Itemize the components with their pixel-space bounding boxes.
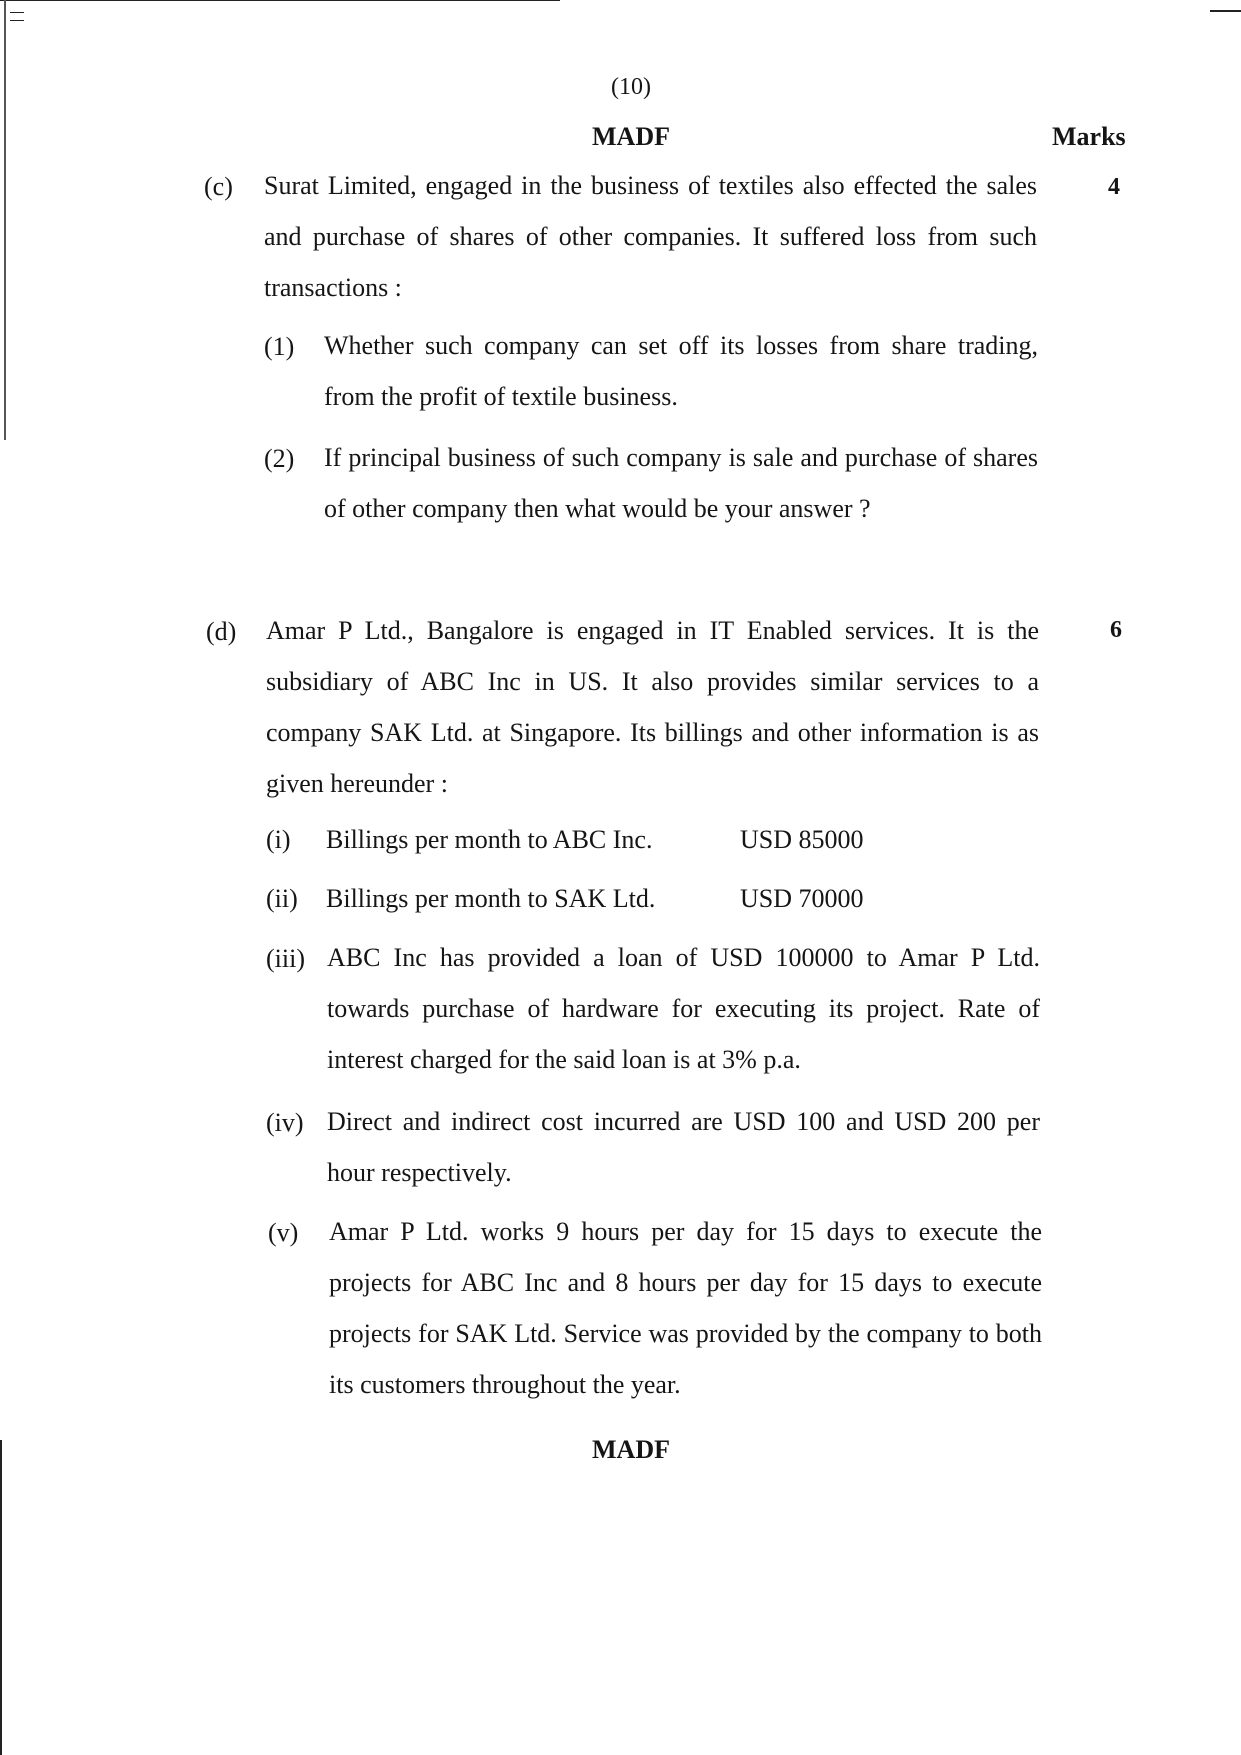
question-d-item-iv-label: (iv) — [266, 1108, 304, 1137]
question-c-item-1-text: Whether such company can set off its losses from share trading, from the profit of textile business. — [324, 331, 1038, 411]
marks-column-heading: Marks — [1052, 122, 1126, 151]
question-c-marks: 4 — [1108, 174, 1120, 200]
scan-edge-line — [4, 0, 6, 440]
billing-item-label: (ii) — [266, 884, 298, 913]
paper-code-footer: MADF — [592, 1435, 670, 1464]
question-d-item-iii-text: ABC Inc has provided a loan of USD 100000 to Amar P Ltd. towards purchase of hardware for executing its project. Rate of interest charged for the said loan is at 3% p.a. — [327, 943, 1040, 1074]
question-c-item-1-label: (1) — [264, 332, 295, 361]
scan-edge-line — [1210, 10, 1241, 12]
question-c-item-2-text: If principal business of such company is sale and purchase of shares of other company then what would be your answer ? — [324, 443, 1038, 523]
question-d-marks: 6 — [1110, 617, 1122, 643]
question-d-label: (d) — [206, 617, 237, 646]
question-d-text: Amar P Ltd., Bangalore is engaged in IT Enabled services. It is the subsidiary of ABC Inc in US. It also provides similar services to a company SAK Ltd. at Singapore. Its billings and other information is as given hereunder : — [266, 616, 1039, 798]
question-c-text: Surat Limited, engaged in the business of textiles also effected the sales and purchase of shares of other companies. It suffered loss from such transactions : — [264, 171, 1037, 302]
paper-code-header: MADF — [592, 122, 670, 151]
question-c-item-2-label: (2) — [264, 444, 295, 473]
question-d-item-v-label: (v) — [268, 1218, 299, 1247]
billing-item-amount: USD 70000 — [740, 884, 864, 913]
billing-item-amount: USD 85000 — [740, 825, 864, 854]
scan-edge-line — [0, 1440, 2, 1755]
page-number: (10) — [611, 74, 651, 100]
scan-edge-line — [10, 12, 24, 13]
scan-edge-line — [10, 20, 24, 21]
billing-item-desc: Billings per month to SAK Ltd. — [326, 884, 656, 913]
question-d-item-iii-label: (iii) — [266, 944, 305, 973]
question-c-label: (c) — [204, 172, 233, 201]
billing-item-desc: Billings per month to ABC Inc. — [326, 825, 653, 854]
question-d-item-v-text: Amar P Ltd. works 9 hours per day for 15 days to execute the projects for ABC Inc and 8 hours per day for 15 days to execute projects for SAK Ltd. Service was provided by the company to both its customers throughout the year. — [329, 1217, 1042, 1399]
question-d-item-iv-text: Direct and indirect cost incurred are USD 100 and USD 200 per hour respectively. — [327, 1107, 1040, 1187]
scan-edge-line — [0, 0, 560, 1]
billing-item-label: (i) — [266, 825, 291, 854]
